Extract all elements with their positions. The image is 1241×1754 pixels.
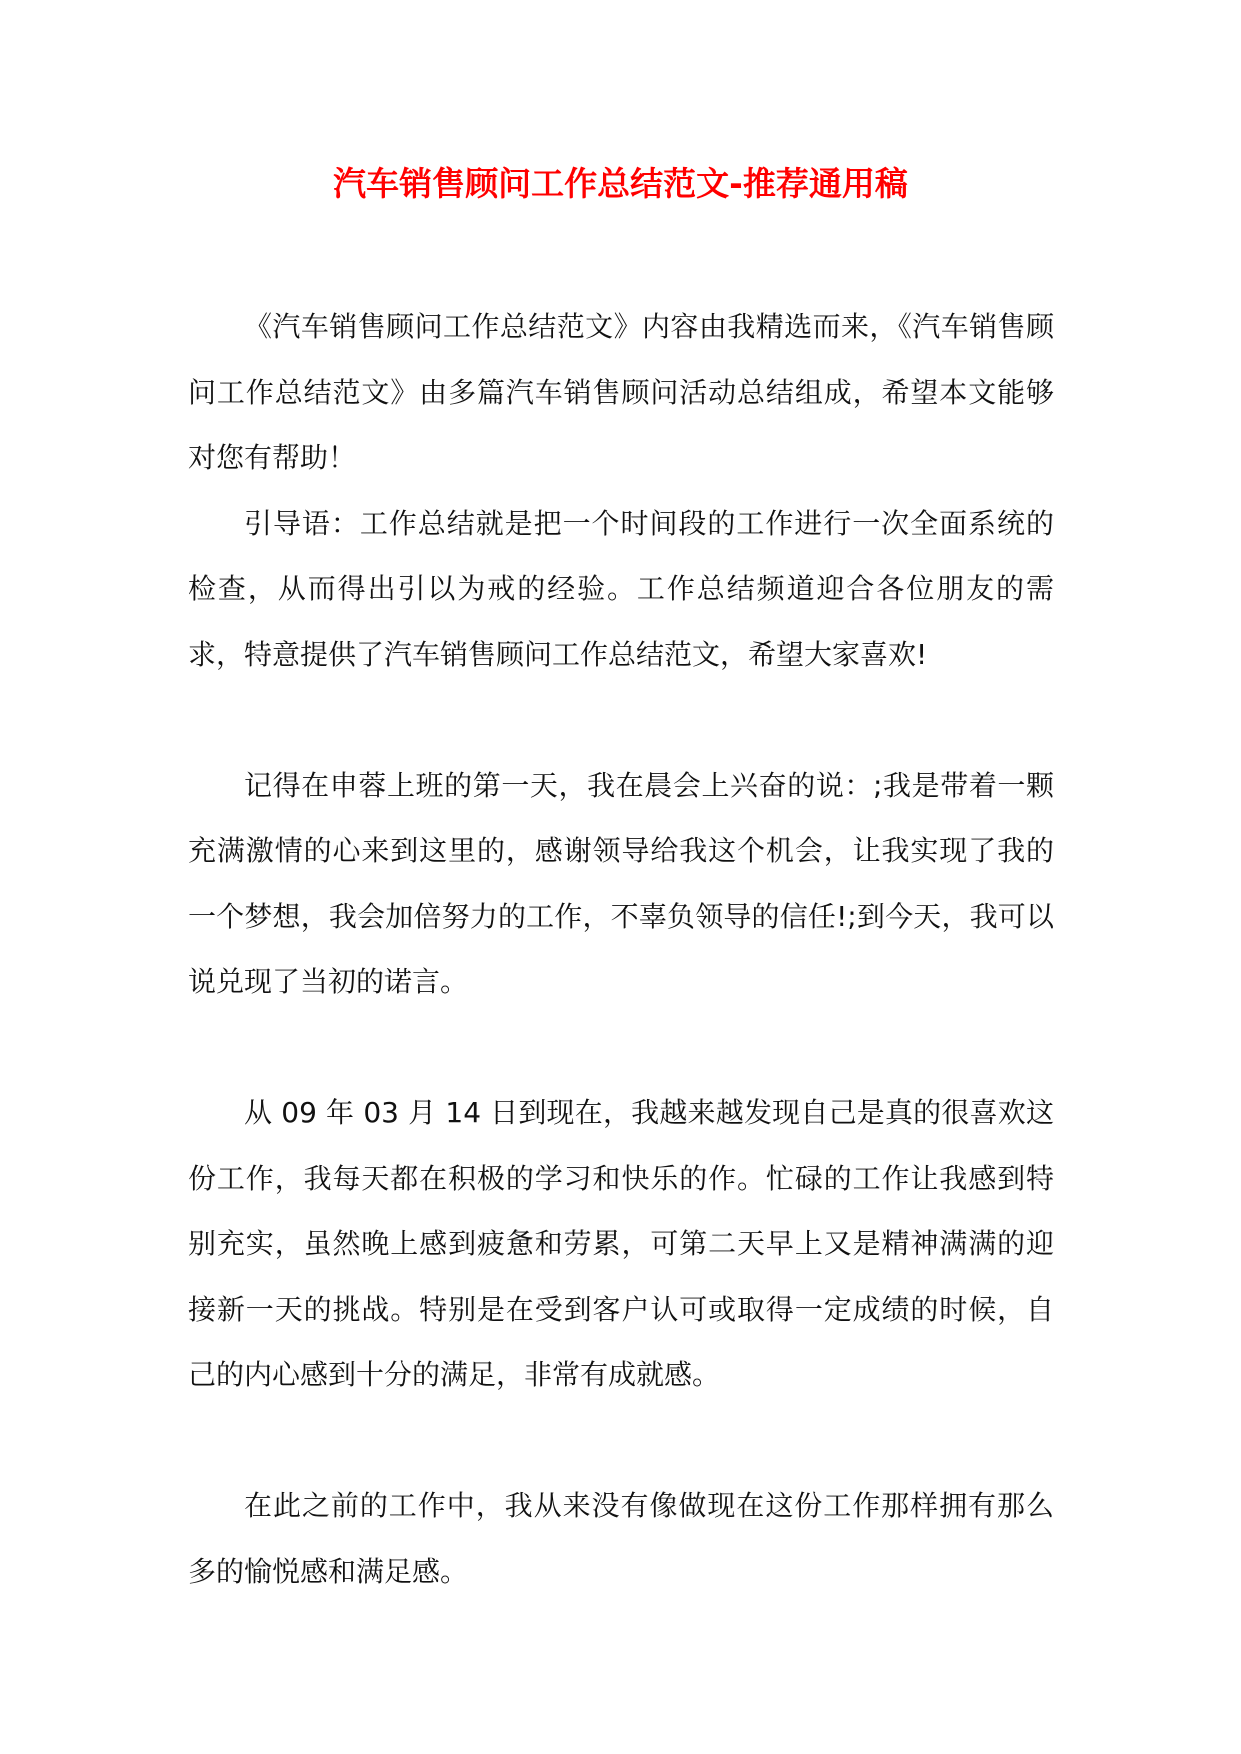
paragraph-since-date: 从 09 年 03 月 14 日到现在，我越来越发现自己是真的很喜欢这份工作，我每天都在积极的学习和快乐的作。忙碌的工作让我感到特别充实，虽然晚上感到疲惫和劳累，可第二天早上又是精神满满的迎接新一天的挑战。特别是在受到客户认可或取得一定成绩的时候，自己的内心感到十分的满足，非常有成就感。 — [188, 1096, 1054, 1391]
paragraph-first-day: 记得在申蓉上班的第一天，我在晨会上兴奋的说：;我是带着一颗充满激情的心来到这里的，感谢领导给我这个机会，让我实现了我的一个梦想，我会加倍努力的工作，不辜负领导的信任!;到今天，我可以说兑现了当初的诺言。 — [188, 768, 1054, 998]
paragraph-spacer — [188, 687, 1054, 753]
paragraph-spacer — [188, 1408, 1054, 1474]
paragraph-guide: 引导语：工作总结就是把一个时间段的工作进行一次全面系统的检查，从而得出引以为戒的经验。工作总结频道迎合各位朋友的需求，特意提供了汽车销售顾问工作总结范文，希望大家喜欢! — [188, 506, 1054, 671]
document-title: 汽车销售顾问工作总结范文-推荐通用稿 — [333, 164, 908, 203]
paragraph-intro: 《汽车销售顾问工作总结范文》内容由我精选而来，《汽车销售顾问工作总结范文》由多篇汽车销售顾问活动总结组成，希望本文能够对您有帮助！ — [188, 310, 1054, 474]
document-body — [188, 294, 1054, 1604]
paragraph-spacer — [188, 1015, 1054, 1081]
paragraph-previous-work: 在此之前的工作中，我从来没有像做现在这份工作那样拥有那么多的愉悦感和满足感。 — [188, 1489, 1054, 1588]
